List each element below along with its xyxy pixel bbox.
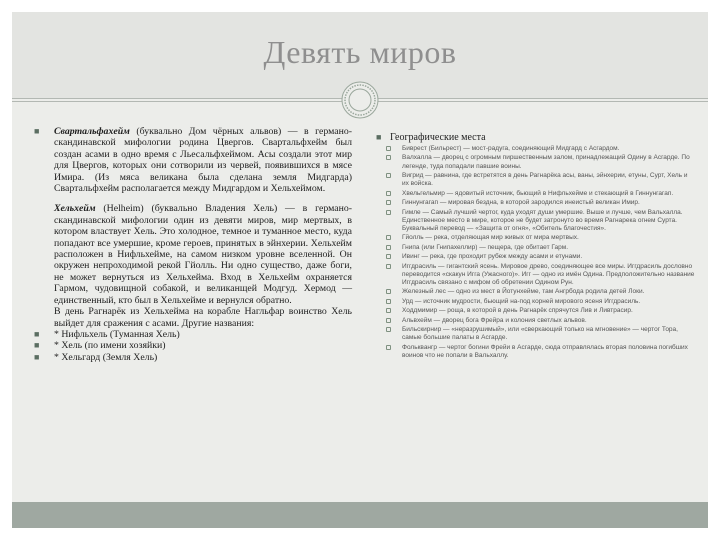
square-bullet-icon [386, 146, 391, 151]
list-item [34, 352, 352, 363]
square-bullet-icon [386, 299, 391, 304]
list-item-text: Железный лес — одно из мест в Йотунхейме, там Ангрбода родила детей Локи. [402, 288, 645, 296]
square-bullet-icon [386, 173, 391, 178]
list-item [34, 340, 352, 351]
list-item [376, 288, 696, 296]
list-item [376, 307, 696, 315]
list-item [34, 329, 352, 340]
list-item-text: Вигрид — равнина, где встретятся в день Рагнарёка асы, ваны, эйнхерии, етуны, Сурт, Хель и их войска. [402, 172, 688, 188]
list-item [376, 253, 696, 261]
list-item [376, 298, 696, 306]
page-title: Девять миров [263, 34, 457, 70]
list-item [376, 172, 696, 188]
footer-band [12, 502, 708, 528]
bullet-icon: ■ [34, 126, 40, 136]
bullet-icon: ■ [34, 328, 40, 339]
list-item [376, 154, 696, 170]
heading-text: Географические места [390, 132, 486, 143]
text-svartalfheim: (буквально Дом чёрных альвов) — в германо-скандинавской мифологии родина Цвергов. Свартальфхейм был создан асами в одно время с Льесальфхеймом. Асы создали этот мир для Цвергов, которых они сотворили из червей, появившихся в мясе Имира. (Из мяса великана была сделана земля Мидгарда) Свартальфхейм располагается между Мидгардом и Хельхеймом. [54, 126, 352, 195]
paragraph-ragnarok [34, 306, 352, 329]
text-helheim: (Helheim) (буквально Владения Хель) — в германо-скандинавской мифологии один из девяти миров, мир мертвых, в котором властвует Хель. Это холодное, темное и туманное место, куда попадают все умершие, кроме героев, принятых в эйнхерии. Хельхейм расположен в Нифльхейме, на самом низком уровне вселенной. Он окружен непроходимой рекой Гйолль. Ни одно существо, даже боги, не может вернуться из Хельхейма. Вход в Хельхейм охраняется Гармом, чудовищной собакой, и великанщей Модгуд. Хермод — единственный, кто был в Хельхейме и вернулся обратно. [54, 203, 352, 306]
list-item [376, 244, 696, 252]
paragraph-svartalfheim [34, 126, 352, 194]
list-item [376, 317, 696, 325]
list-item-text: Иггдрасиль — гигантский ясень. Мировое древо, соединяющее все миры. Иггдрасиль дословно переводится «скакун Игга (Ужасного)». Игг — одно из имён Одина. Предположительно название Иггдрасиль связано с мифом об обретении Одином Рун. [402, 262, 695, 286]
list-item [376, 234, 696, 242]
list-item-text: Фольквангр — чертог богини Фрейи в Асгарде, сюда отправлялась вторая половина погибших воинов что не попали в Вальхаллу. [402, 343, 688, 360]
list-item-text: Валхалла — дворец с огромным пиршественным залом, принадлежащий Одину в Асгарде. По легенде, туда попадали павшие воины. [402, 154, 690, 170]
list-item-text: Гйолль — река, отделяющая мир живых от мира мертвых. [402, 234, 579, 242]
square-bullet-icon [386, 200, 391, 205]
square-bullet-icon [386, 289, 391, 294]
square-bullet-icon [386, 245, 391, 250]
list-item-text: Хвельгельмир — ядовитый источник, бьющий в Нифльхейме и стекающий в Гиннунгагап. [402, 189, 674, 197]
square-bullet-icon [386, 254, 391, 259]
name-helgard: * Хельгард (Земля Хель) [54, 351, 158, 363]
list-item [376, 326, 696, 342]
list-item [376, 263, 696, 287]
bullet-icon: ■ [376, 132, 382, 142]
name-hel: * Хель (по имени хозяйки) [54, 340, 166, 352]
left-column [34, 126, 352, 363]
term-helheim: Хельхейм [54, 203, 96, 215]
list-item-text: Урд — источник мудрости, бьющий на-под корней мирового ясеня Иггдрасиль. [402, 297, 641, 305]
square-bullet-icon [386, 191, 391, 196]
square-bullet-icon [386, 308, 391, 313]
list-item-text: Гиннунгагап — мировая бездна, в которой зародился инеистый великан Имир. [402, 199, 640, 207]
ring-ornament-icon [341, 81, 379, 119]
square-bullet-icon [386, 210, 391, 215]
bullet-icon: ■ [34, 340, 40, 351]
list-item-text: Альвхейм — дворец бога Фрейра и колония светлых альвов. [402, 316, 587, 324]
square-bullet-icon [386, 327, 391, 332]
list-item [376, 145, 696, 153]
list-item-text: Бильскирнир — «неразрушимый», или «сверкающий только на мгновение» — чертог Тора, самые большие палаты в Асгарде. [402, 326, 678, 342]
slide [12, 12, 708, 528]
section-heading [376, 132, 696, 143]
bullet-icon: ■ [34, 351, 40, 362]
list-item-text: Гимле — Самый лучший чертог, куда уходят души умершие. Выше и лучше, чем Вальхалла. Единственное место в мире, которое не будет затронуто во время Рагнарека огнем Сурта. Буквальный перевод — «Защита от огня», «Обитель благочестия». [402, 208, 683, 232]
right-column [376, 132, 696, 362]
list-item-text: Ходдмимир — роща, в которой в день Рагнарёк спрячутся Лив и Ливтрасир. [402, 307, 633, 315]
list-item-text: Ивинг — река, где проходит рубеж между асами и етунами. [402, 253, 583, 261]
list-item-text: Гнипа (или Гнипахеллир) — пещера, где обитает Гарм. [402, 243, 569, 251]
term-svartalfheim: Свартальфахейм [54, 126, 130, 137]
square-bullet-icon [386, 235, 391, 240]
list-item [376, 199, 696, 207]
paragraph-helheim [34, 203, 352, 306]
list-item [376, 190, 696, 198]
square-bullet-icon [386, 345, 391, 350]
square-bullet-icon [386, 318, 391, 323]
text-ragnarok: В день Рагнарёк из Хельхейма на корабле Нагльфар воинство Хель выйдет для сражения с асами. Другие названия: [54, 306, 352, 329]
square-bullet-icon [386, 155, 391, 160]
square-bullet-icon [386, 264, 391, 269]
list-item [376, 344, 696, 360]
places-list [376, 145, 696, 360]
list-item-text: Биврест (Бильрест) — мост-радуга, соединяющий Мидгард с Асгардом. [402, 145, 620, 152]
list-item [376, 209, 696, 233]
name-niflhel: * Нифльхель (Туманная Хель) [54, 328, 180, 340]
